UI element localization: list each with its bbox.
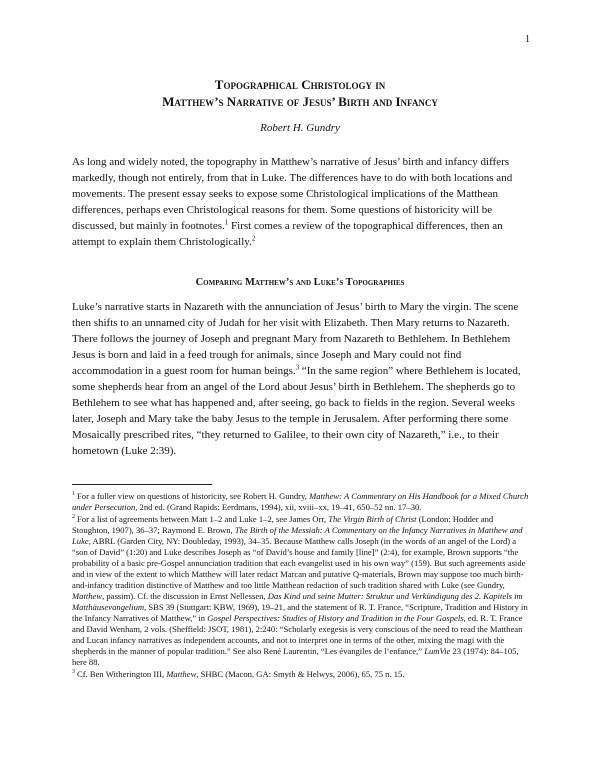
footnote-ref-3[interactable]: 3 [295,363,300,372]
footnote-italic: LumVie [424,646,451,656]
author: Robert H. Gundry [260,122,340,134]
footnote-italic: The Virgin Birth of Christ [328,514,417,524]
footnote-ref-1[interactable]: 1 [224,218,229,227]
footnote-text: , ed. R. T. France and David Wenham, 2 vols. (Sheffield: JSOT, 1981), 2:240: “Scholarly exegesis is very conscious of the need to read the Matthean and Lucan infancy narratives as independent accounts, and not to interpret one in terms of the other, mixing the magi with the shepherds in the manner of popular tradition.” See also René Laurentin, “Les évangiles de l’enfance,” [72,613,523,656]
title-line-2: Matthew’s Narrative of Jesus’ Birth and Infancy [162,94,438,109]
footnote-divider [72,484,212,485]
footnote-1 [72,491,532,513]
page-title [0,76,600,110]
title-line-1: Topographical Christology in [214,77,386,92]
footnote-number: 3 [72,669,75,676]
body-text-b: “In the same region” where Bethlehem is located, some shepherds hear from an angel of the Lord about Jesus’ birth in Bethlehem. The shepherds go to Bethlehem to see what has happened and, after seeing, go back to fields in the region. Several weeks later, Joseph and Mary take the baby Jesus to the temple in Jerusalem. After performing there some Mosaically prescribed rites, “they returned to Galilee, to their own city of Nazareth,” i.e., to their hometown (Luke 2:39). [72,365,521,457]
footnote-italic: Matthew [72,591,103,601]
footnote-text: Cf. Ben Witherington III, [77,669,167,679]
footnote-text: 23 (1974): 84–105, here 88. [72,646,519,667]
footnote-text: , ABRL (Garden City, NY: Doubleday, 1993), 34–35. Because Matthew calls Joseph (in the words of an angel of the Lord) a “son of David” (1:20) and Luke describes Joseph as “of David’s house and family [line]” (2:4), for example, Brown supports “the probability of a basic pre-Gospel annunciation tradition that each evangelist used in his own way” (159). But such agreements aside and in view of the extent to which Matthew will later redact Marcan and putative Q-materials, Brown may suppose too much birth-and-infancy tradition distinctive of Matthew and too little Matthean redaction of such tradition shared with Luke (see Gundry, [72,536,526,590]
section-heading: Comparing Matthew’s and Luke’s Topographies [195,277,405,288]
footnote-italic: Matthew: A Commentary on His Handbook for a Mixed Church under Persecution [72,491,529,512]
footnote-number: 2 [72,514,75,521]
intro-text-a: As long and widely noted, the topography in Matthew’s narrative of Jesus’ birth and infancy differs markedly, though not entirely, from that in Luke. The differences have to do with both locations and movements. The present essay seeks to expose some Christological implications of the Matthean differences, perhaps even Christological reasons for them. Some questions of historicity will be discussed, but mainly in footnotes. [72,156,513,232]
footnote-text: (London: Hodder and Stoughton, 1907), 36–37; Raymond E. Brown, [72,514,494,535]
page-number: 1 [525,34,530,45]
footnote-italic: Matthew [166,669,197,679]
footnote-text: , 2nd ed. (Grand Rapids: Eerdmans, 1994), xii, xviii–xx, 19–41, 650–52 nn. 17–30. [135,502,422,512]
body-paragraph [72,299,532,459]
footnote-text: , passim). Cf. the discussion in Ernst Nellessen, [102,591,268,601]
footnote-italic: Das Kind und seine Mutter: Struktur und Verkündigung des 2. Kapitels im Matthäusevangelium [72,591,523,612]
footnotes [72,491,532,681]
footnote-text: , SHBC (Macon, GA: Smyth & Helwys, 2006), 65, 75 n. 15. [196,669,405,679]
footnote-text: , SBS 39 (Stuttgart: KBW, 1969), 19–21, and the statement of R. T. France, “Scripture, Tradition and History in the Infancy Narratives of Matthew,” in [72,602,528,623]
footnote-number: 1 [72,491,75,498]
footnote-2 [72,514,532,668]
intro-paragraph [72,154,532,250]
footnote-text: For a list of agreements between Matt 1–2 and Luke 1–2, see James Orr, [77,514,329,524]
footnote-italic: Gospel Perspectives: Studies of History and Tradition in the Four Gospels [207,613,464,623]
body-text-a: Luke’s narrative starts in Nazareth with the annunciation of Jesus’ birth to Mary the virgin. The scene then shifts to an unnamed city of Judah for her visit with Elizabeth. Then Mary returns to Nazareth. There follows the journey of Joseph and pregnant Mary from Nazareth to Bethlehem. In Bethlehem Jesus is born and laid in a feed trough for animals, since Joseph and Mary could not find accommodation in a guest room for human beings. [72,301,519,377]
footnote-ref-2[interactable]: 2 [251,234,256,243]
footnote-3 [72,669,532,680]
footnote-italic: The Birth of the Messiah: A Commentary on the Infancy Narratives in Matthew and Luke [72,525,523,546]
intro-text-b: First comes a review of the topographical differences, then an attempt to explain them Christologically. [72,220,503,248]
footnote-text: For a fuller view on questions of historicity, see Robert H. Gundry, [77,491,310,501]
